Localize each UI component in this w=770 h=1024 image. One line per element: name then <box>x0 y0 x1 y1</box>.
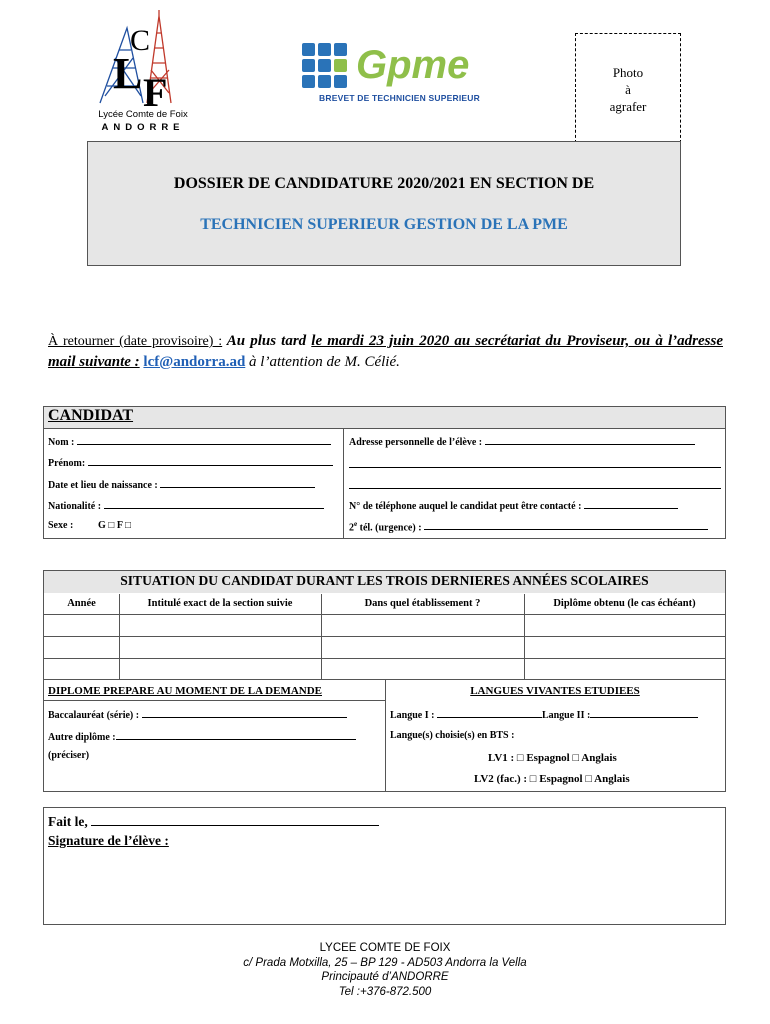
logo-letter-l: L <box>113 49 143 98</box>
sexe-label: Sexe : <box>48 520 74 531</box>
brand-subtitle: BREVET DE TECHNICIEN SUPERIEUR <box>319 93 480 103</box>
footer <box>0 941 770 999</box>
document-title: DOSSIER DE CANDIDATURE 2020/2021 EN SECTION DE <box>173 175 595 192</box>
naissance-field[interactable] <box>48 478 315 491</box>
bac-label: Baccalauréat (série) : <box>48 710 140 721</box>
autre-diplome-line[interactable] <box>116 730 356 740</box>
nationalite-label: Nationalité : <box>48 501 102 512</box>
signature-area[interactable] <box>44 855 725 924</box>
col-diplome: Diplôme obtenu (le cas échéant) <box>553 598 696 609</box>
nationalite-field[interactable] <box>48 499 324 512</box>
prenom-label: Prénom: <box>48 458 86 469</box>
prenom-line[interactable] <box>88 456 333 466</box>
langues-choisies-label: Langue(s) choisie(s) en BTS : <box>390 730 515 741</box>
return-attention: à l’attention de M. Célié. <box>245 354 400 370</box>
fait-le-label: Fait le, <box>48 814 88 829</box>
school-city: ANDORRE <box>101 122 185 133</box>
prenom-field[interactable] <box>48 456 333 469</box>
telephone-field[interactable] <box>349 499 678 512</box>
tel2-label: tél. (urgence) : <box>357 522 422 534</box>
autre-diplome-label: Autre diplôme : <box>48 732 116 743</box>
title-box <box>87 141 681 266</box>
return-deadline-prefix: Au plus tard <box>222 333 312 349</box>
candidat-divider <box>343 428 344 538</box>
footer-country: Principauté d’ANDORRE <box>321 971 449 983</box>
diplome-header-rule <box>44 700 385 701</box>
adresse-line-1[interactable] <box>485 435 695 445</box>
langue2-label: Langue II : <box>541 710 591 721</box>
nom-line[interactable] <box>77 435 331 445</box>
situation-heading: SITUATION DU CANDIDAT DURANT LES TROIS DERNIERES ANNÉES SCOLAIRES <box>120 573 649 588</box>
school-name: Lycée Comte de Foix <box>98 109 188 120</box>
section-title: TECHNICIEN SUPERIEUR GESTION DE LA PME <box>200 216 568 233</box>
nom-label: Nom : <box>48 437 75 448</box>
logo-letter-f: F <box>143 70 168 115</box>
telephone-line[interactable] <box>584 499 678 509</box>
col-section: Intitulé exact de la section suivie <box>147 598 293 609</box>
diplome-heading: DIPLOME PREPARE AU MOMENT DE LA DEMANDE <box>48 685 322 697</box>
table-row-cells[interactable] <box>44 615 725 679</box>
sexe-checkboxes[interactable]: G □ F □ <box>98 520 132 531</box>
footer-address: c/ Prada Motxilla, 25 – BP 129 - AD503 Andorra la Vella <box>243 956 527 969</box>
candidat-heading: CANDIDAT <box>48 407 134 424</box>
autre-diplome-field[interactable] <box>48 730 356 743</box>
nationalite-line[interactable] <box>104 499 324 509</box>
tel2-number: 2 <box>349 522 354 534</box>
adresse-line-2[interactable] <box>349 467 721 468</box>
bac-line[interactable] <box>142 708 347 718</box>
gpme-logo-graphic <box>300 40 510 90</box>
tel-urgence-line[interactable] <box>424 520 708 530</box>
adresse-label: Adresse personnelle de l’élève : <box>349 437 483 448</box>
lv1-options[interactable]: LV1 : □ Espagnol □ Anglais <box>488 752 617 764</box>
nom-field[interactable] <box>48 435 331 448</box>
preciser-label: (préciser) <box>48 750 90 761</box>
bac-field[interactable] <box>48 708 347 721</box>
fait-le-line[interactable] <box>91 813 379 826</box>
photo-label-1: Photo <box>612 65 644 80</box>
logo-letter-c: C <box>130 24 151 57</box>
adresse-line-3[interactable] <box>349 488 721 489</box>
signature-label: Signature de l’élève : <box>48 833 169 848</box>
sexe-field <box>48 520 73 531</box>
col-etablissement: Dans quel établissement ? <box>364 598 481 609</box>
adresse-field[interactable] <box>349 435 695 448</box>
photo-box-label <box>575 64 681 115</box>
gpme-logo <box>300 40 510 90</box>
naissance-label: Date et lieu de naissance : <box>48 480 158 491</box>
return-notice <box>48 331 723 372</box>
naissance-line[interactable] <box>160 478 315 488</box>
contact-email-link[interactable]: lcf@andorra.ad <box>143 354 246 370</box>
photo-label-3: agrafer <box>609 99 647 114</box>
langue1-line[interactable] <box>437 708 542 718</box>
fait-le-field[interactable] <box>48 813 379 830</box>
langue2-line[interactable] <box>590 708 698 718</box>
return-label: À retourner (date provisoire) : <box>48 334 223 349</box>
tel-urgence-field[interactable] <box>349 520 708 533</box>
langue1-field[interactable] <box>390 708 698 721</box>
lv2-options[interactable]: LV2 (fac.) : □ Espagnol □ Anglais <box>474 773 630 785</box>
return-deadline: le mardi 23 juin 2020 au secrétariat du Proviseur, ou à l’adresse mail suivante : <box>48 333 723 370</box>
footer-phone: Tel :+376-872.500 <box>338 985 432 998</box>
footer-school: LYCEE COMTE DE FOIX <box>319 942 451 954</box>
gpme-logo-text: Gpme <box>356 43 470 87</box>
col-annee: Année <box>67 598 96 609</box>
langue1-label: Langue I : <box>390 710 435 721</box>
candidat-header-bar <box>44 407 725 429</box>
tel2-sup: e <box>354 520 358 528</box>
telephone-label: N° de téléphone auquel le candidat peut être contacté : <box>349 501 582 512</box>
photo-label-2: à <box>625 82 631 97</box>
langues-heading: LANGUES VIVANTES ETUDIEES <box>470 685 640 697</box>
